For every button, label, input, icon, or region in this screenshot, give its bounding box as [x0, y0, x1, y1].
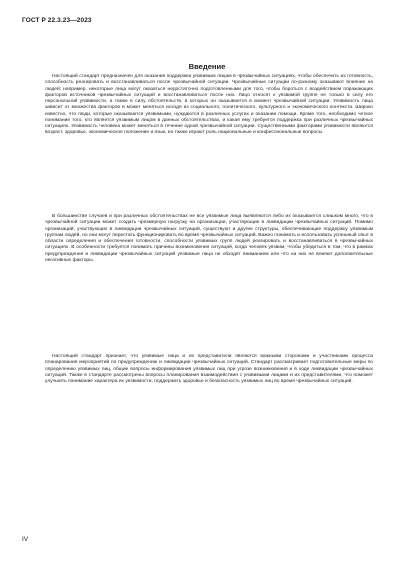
- introduction-paragraph-3: Настоящий стандарт признает, что уязвимые лица и их представители являются важными сторонами и участниками процесса планирования мероприятий по предупреждению и ликвидации чрезвычайных ситуаций. Стандарт рассматривает подготовительные меры по определению уязвимых лиц, общие вопросы информирования уязвимых лиц при угрозе возникновения и в ходе ликвидации чрезвычайных ситуаций. Также в стандарте рассмотрены вопросы планирования взаимодействия с уязвимыми лицами и их представителями, что поможет улучшить понимание характера их уязвимости, поддержать здоровье и безопасность уязвимых лиц во время чрезвычайных ситуаций.: [45, 354, 373, 384]
- introduction-paragraph-2: В большинстве случаев и при различных обстоятельствах не все уязвимые лица выявляются либо их оказывается слишком много, что в чрезвычайной ситуации может создать чрезмерную нагрузку на организации, участвующие в ликвидации чрезвычайных ситуаций. Помимо организаций, участвующих в ликвидации чрезвычайных ситуаций, существуют и другие структуры, обеспечивающие поддержку уязвимым группам людей, но они могут перестать функционировать во время чрезвычайных ситуаций. Важно понимать и использовать успешный опыт в области определения и обеспечения готовности, способности уязвимых групп людей реагировать и восстанавливаться в чрезвычайных ситуациях. В особенности требуется понимать причины возникновения ситуаций, когда человек уязвим, чтобы убедиться в том, что в рамках предупреждения и ликвидации чрезвычайных ситуаций уязвимые лица не обходят вниманием или что на них не влияют дополнительные негативные факторы.: [45, 214, 373, 263]
- section-title: Введение: [188, 62, 226, 71]
- standard-code-header: ГОСТ Р 22.3.23—2023: [22, 17, 92, 24]
- page-number: IV: [22, 536, 29, 543]
- introduction-paragraph-1: Настоящий стандарт предназначен для оказания поддержки уязвимым лицам в чрезвычайных ситуациях, чтобы обеспечить их готовность, способность реагировать и восстанавливаться после чрезвычайной ситуации. Чрезвычайные ситуации по-разному оказывают влияние на людей; например, некоторые лица могут оказаться недостаточно подготовленными для того, чтобы бороться с воздействием поражающих факторов источников чрезвычайных ситуаций и восстанавливаться после них. Лицо относят к уязвимой группе не только в силу его персональной уязвимости, а также в силу обстоятельств, в которых он оказывается в момент чрезвычайной ситуации. Уязвимость лица зависит от множества факторов и может меняться исходя из социального, политического, культурного и экономического контекста. Широко известно, что люди, которые оказываются уязвимыми, нуждаются в различных услугах и оказании помощи. Кроме того, необходимо четкое понимание того, кто является уязвимым лицом в данных обстоятельствах, и какая ему требуется поддержка при различных чрезвычайных ситуациях. Уязвимость человека может меняться в течение одной чрезвычайной ситуации. Существенными факторами уязвимости являются возраст, здоровье, экономическое положение и язык, но также играют роль национальные и конфессиональные вопросы.: [45, 74, 373, 136]
